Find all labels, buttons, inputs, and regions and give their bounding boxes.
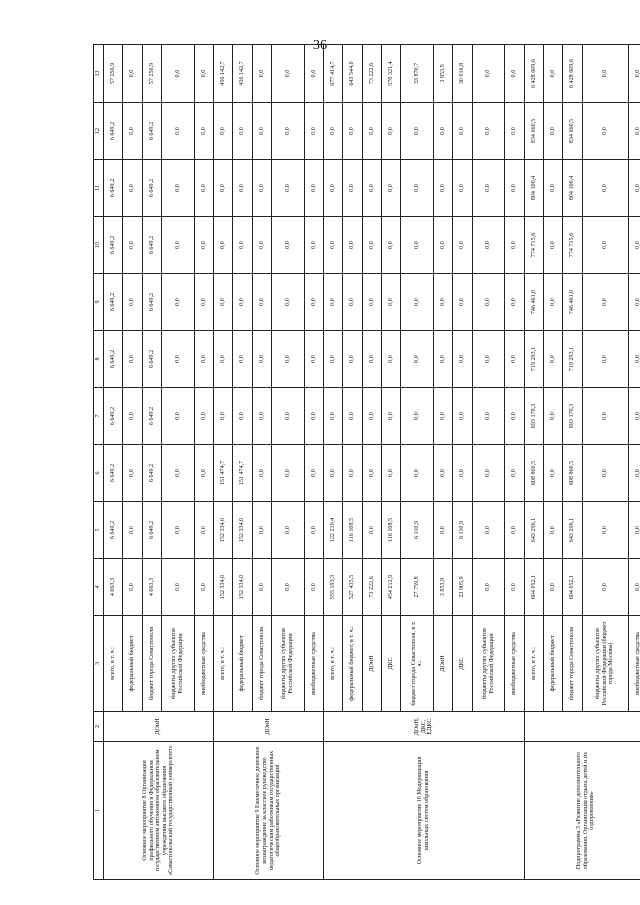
amount-cell: 643 296,1 [524, 502, 543, 559]
amount-cell: 6 649,2 [142, 331, 161, 388]
responsible-executor: ДОиН, ДКС, ЕДКС [324, 712, 525, 742]
amount-cell: 0,0 [304, 217, 323, 274]
amount-cell: 6 649,2 [104, 103, 123, 160]
amount-cell: 0,0 [194, 217, 213, 274]
column-number-header: 12 [94, 103, 104, 160]
amount-cell: 0,0 [233, 331, 252, 388]
amount-cell: 0,0 [362, 274, 381, 331]
funding-source: федеральный бюджет [123, 616, 142, 712]
amount-cell: 0,0 [123, 45, 142, 103]
amount-cell: 0,0 [505, 331, 524, 388]
amount-cell: 0,0 [544, 217, 563, 274]
amount-cell: 23 905,9 [453, 559, 472, 616]
amount-cell: 6 649,2 [142, 160, 161, 217]
amount-cell: 0,0 [304, 103, 323, 160]
amount-cell: 454 212,9 [382, 559, 401, 616]
amount-cell: 555 193,3 [324, 559, 343, 616]
amount-cell: 0,0 [472, 103, 505, 160]
amount-cell: 0,0 [252, 217, 271, 274]
funding-source: ДОиН [362, 616, 381, 712]
funding-source: всего, в т. ч.: [104, 616, 123, 712]
amount-cell: 30 016,8 [453, 45, 472, 103]
amount-cell: 0,0 [252, 160, 271, 217]
column-number-header: 1 [94, 742, 104, 880]
amount-cell: 527 435,5 [343, 559, 362, 616]
amount-cell: 0,0 [324, 274, 343, 331]
amount-cell: 0,0 [544, 103, 563, 160]
amount-cell: 0,0 [123, 445, 142, 502]
amount-cell: 0,0 [343, 160, 362, 217]
funding-source: федеральный бюджет [544, 616, 563, 712]
amount-cell: 152 334,0 [233, 559, 252, 616]
amount-cell: 0,0 [544, 331, 563, 388]
amount-cell: 116 108,5 [343, 502, 362, 559]
table-row [524, 45, 543, 880]
amount-cell: 33 870,7 [401, 45, 434, 103]
amount-cell: 0,0 [343, 331, 362, 388]
funding-source: бюджеты других субъектов Российской Федерации [272, 616, 305, 712]
amount-cell: 0,0 [434, 217, 453, 274]
amount-cell: 0,0 [304, 559, 323, 616]
column-number-header: 8 [94, 331, 104, 388]
table-row [104, 45, 123, 880]
amount-cell: 0,0 [304, 331, 323, 388]
amount-cell: 0,0 [582, 445, 628, 502]
column-number-header: 7 [94, 388, 104, 445]
amount-cell: 0,0 [628, 388, 640, 445]
amount-cell: 719 293,1 [524, 331, 543, 388]
amount-cell: 0,0 [505, 274, 524, 331]
amount-cell: 0,0 [123, 274, 142, 331]
amount-cell: 774 715,6 [563, 217, 582, 274]
amount-cell: 0,0 [362, 103, 381, 160]
amount-cell: 804 100,4 [563, 160, 582, 217]
amount-cell: 0,0 [582, 388, 628, 445]
amount-cell: 151 474,7 [233, 445, 252, 502]
amount-cell: 6 649,2 [104, 274, 123, 331]
amount-cell: 6 649,2 [104, 160, 123, 217]
amount-cell: 4 063,3 [104, 559, 123, 616]
amount-cell: 0,0 [434, 103, 453, 160]
amount-cell: 0,0 [472, 388, 505, 445]
amount-cell: 0,0 [362, 502, 381, 559]
amount-cell: 151 474,7 [214, 445, 233, 502]
amount-cell: 0,0 [272, 45, 305, 103]
amount-cell: 0,0 [343, 388, 362, 445]
amount-cell: 0,0 [362, 217, 381, 274]
amount-cell: 0,0 [401, 445, 434, 502]
amount-cell: 0,0 [382, 388, 401, 445]
column-number-header: 10 [94, 217, 104, 274]
amount-cell: 0,0 [343, 217, 362, 274]
amount-cell: 6 649,2 [142, 445, 161, 502]
amount-cell: 0,0 [505, 160, 524, 217]
amount-cell: 0,0 [401, 274, 434, 331]
amount-cell: 0,0 [453, 331, 472, 388]
amount-cell: 0,0 [582, 331, 628, 388]
amount-cell: 0,0 [582, 103, 628, 160]
amount-cell: 0,0 [194, 559, 213, 616]
amount-cell: 834 660,5 [563, 103, 582, 160]
amount-cell: 0,0 [162, 388, 195, 445]
amount-cell: 0,0 [544, 445, 563, 502]
funding-source: бюджет города Севастополя, в т. ч.: [401, 616, 434, 712]
amount-cell: 0,0 [123, 217, 142, 274]
header-row [94, 45, 104, 880]
amount-cell: 0,0 [362, 331, 381, 388]
column-number-header: 13 [94, 45, 104, 103]
amount-cell: 0,0 [628, 274, 640, 331]
amount-cell: 0,0 [362, 445, 381, 502]
amount-cell: 0,0 [162, 103, 195, 160]
amount-cell: 73 222,6 [362, 559, 381, 616]
amount-cell: 0,0 [162, 274, 195, 331]
amount-cell: 0,0 [272, 388, 305, 445]
amount-cell: 0,0 [382, 217, 401, 274]
funding-source: федеральный бюджет [233, 616, 252, 712]
amount-cell: 746 461,0 [524, 274, 543, 331]
amount-cell: 0,0 [628, 502, 640, 559]
column-number-header: 2 [94, 712, 104, 742]
amount-cell: 0,0 [472, 274, 505, 331]
amount-cell: 0,0 [628, 217, 640, 274]
amount-cell: 0,0 [382, 160, 401, 217]
table-row [214, 45, 233, 880]
amount-cell: 0,0 [162, 331, 195, 388]
rotated-table-container [93, 45, 640, 880]
funding-source: бюджет города Севастополя [252, 616, 271, 712]
amount-cell: 0,0 [162, 160, 195, 217]
funding-source: бюджет города Севастополя [563, 616, 582, 712]
amount-cell: 746 461,0 [563, 274, 582, 331]
amount-cell: 0,0 [434, 160, 453, 217]
amount-cell: 0,0 [324, 160, 343, 217]
amount-cell: 6 649,2 [142, 274, 161, 331]
amount-cell: 0,0 [304, 388, 323, 445]
amount-cell: 0,0 [123, 502, 142, 559]
amount-cell: 604 052,1 [563, 559, 582, 616]
amount-cell: 0,0 [304, 502, 323, 559]
amount-cell: 804 100,4 [524, 160, 543, 217]
amount-cell: 4 063,3 [142, 559, 161, 616]
amount-cell: 0,0 [252, 103, 271, 160]
funding-source: бюджеты других субъектов Российской Федерации [472, 616, 505, 712]
amount-cell: 0,0 [628, 445, 640, 502]
amount-cell: 0,0 [162, 502, 195, 559]
amount-cell: 0,0 [343, 274, 362, 331]
amount-cell: 0,0 [472, 217, 505, 274]
amount-cell: 0,0 [214, 331, 233, 388]
amount-cell: 608 860,5 [563, 445, 582, 502]
amount-cell: 0,0 [252, 388, 271, 445]
amount-cell: 0,0 [194, 160, 213, 217]
amount-cell: 0,0 [123, 331, 142, 388]
amount-cell: 0,0 [123, 559, 142, 616]
amount-cell: 693 170,3 [563, 388, 582, 445]
amount-cell: 0,0 [472, 502, 505, 559]
amount-cell: 0,0 [272, 331, 305, 388]
amount-cell: 0,0 [628, 45, 640, 103]
responsible-executor: ДОиН [214, 712, 324, 742]
amount-cell: 0,0 [304, 274, 323, 331]
amount-cell: 6 649,2 [142, 502, 161, 559]
amount-cell: 0,0 [505, 502, 524, 559]
column-number-header: 9 [94, 274, 104, 331]
amount-cell: 0,0 [505, 559, 524, 616]
amount-cell: 57 256,9 [142, 45, 161, 103]
amount-cell: 6 649,2 [142, 388, 161, 445]
amount-cell: 0,0 [324, 445, 343, 502]
amount-cell: 0,0 [628, 103, 640, 160]
amount-cell: 6 649,2 [142, 217, 161, 274]
responsible-executor [524, 712, 640, 742]
amount-cell: 0,0 [343, 445, 362, 502]
amount-cell: 0,0 [582, 274, 628, 331]
amount-cell: 152 334,0 [214, 502, 233, 559]
amount-cell: 0,0 [472, 445, 505, 502]
amount-cell: 0,0 [434, 445, 453, 502]
amount-cell: 0,0 [272, 274, 305, 331]
amount-cell: 774 715,6 [524, 217, 543, 274]
amount-cell: 0,0 [382, 445, 401, 502]
amount-cell: 604 052,1 [524, 559, 543, 616]
funding-source: внебюджетные средства [194, 616, 213, 712]
funding-source: бюджеты других субъектов Российской Федерации (бюджет города Москвы) [582, 616, 628, 712]
amount-cell: 0,0 [272, 217, 305, 274]
amount-cell: 0,0 [252, 45, 271, 103]
activity-description: Основное мероприятие 8 Организация профильного обучения в Федеральном государственном автономном образовательном учреждении высшего образования «Севастопольский государственный университет» [104, 742, 214, 880]
amount-cell: 0,0 [628, 160, 640, 217]
amount-cell: 0,0 [123, 103, 142, 160]
amount-cell: 0,0 [233, 274, 252, 331]
amount-cell: 643 296,1 [563, 502, 582, 559]
amount-cell: 0,0 [434, 331, 453, 388]
amount-cell: 0,0 [401, 103, 434, 160]
amount-cell: 0,0 [214, 103, 233, 160]
amount-cell: 0,0 [434, 502, 453, 559]
amount-cell: 6 110,9 [453, 502, 472, 559]
column-number-header: 11 [94, 160, 104, 217]
amount-cell: 0,0 [162, 559, 195, 616]
page-number: 36 [313, 38, 327, 53]
budget-table [93, 44, 640, 880]
funding-source: бюджеты других субъектов Российской Федерации [162, 616, 195, 712]
amount-cell: 73 222,6 [362, 45, 381, 103]
amount-cell: 0,0 [194, 445, 213, 502]
amount-cell: 0,0 [453, 388, 472, 445]
amount-cell: 0,0 [194, 331, 213, 388]
amount-cell: 0,0 [162, 217, 195, 274]
amount-cell: 0,0 [505, 103, 524, 160]
amount-cell: 0,0 [252, 559, 271, 616]
amount-cell: 0,0 [252, 502, 271, 559]
amount-cell: 0,0 [272, 160, 305, 217]
table-row [324, 45, 343, 880]
column-number-header: 4 [94, 559, 104, 616]
amount-cell: 0,0 [453, 217, 472, 274]
amount-cell: 0,0 [453, 160, 472, 217]
amount-cell: 0,0 [233, 388, 252, 445]
funding-source: ДКС [382, 616, 401, 712]
responsible-executor: ДОиН [104, 712, 214, 742]
amount-cell: 0,0 [582, 217, 628, 274]
amount-cell: 0,0 [194, 274, 213, 331]
amount-cell: 0,0 [272, 559, 305, 616]
amount-cell: 0,0 [252, 445, 271, 502]
amount-cell: 6 649,2 [104, 331, 123, 388]
amount-cell: 0,0 [252, 331, 271, 388]
amount-cell: 0,0 [505, 388, 524, 445]
amount-cell: 0,0 [472, 331, 505, 388]
amount-cell: 0,0 [544, 274, 563, 331]
amount-cell: 27 759,8 [401, 559, 434, 616]
funding-source: внебюджетные средства [505, 616, 524, 712]
activity-description: Подпрограмма 3 «Развитие дополнительного образования. Организация отдыха детей и их оздоровления» [524, 742, 640, 880]
amount-cell: 456 142,7 [214, 45, 233, 103]
amount-cell: 6 428 609,6 [524, 45, 543, 103]
amount-cell: 6 649,2 [104, 217, 123, 274]
amount-cell: 6 649,2 [104, 388, 123, 445]
amount-cell: 0,0 [233, 103, 252, 160]
amount-cell: 570 321,4 [382, 45, 401, 103]
amount-cell: 0,0 [453, 445, 472, 502]
amount-cell: 677 414,7 [324, 45, 343, 103]
amount-cell: 6 649,2 [104, 445, 123, 502]
amount-cell: 6 110,9 [401, 502, 434, 559]
column-number-header: 3 [94, 616, 104, 712]
amount-cell: 0,0 [233, 160, 252, 217]
funding-source: внебюджетные средства [304, 616, 323, 712]
amount-cell: 0,0 [582, 502, 628, 559]
funding-source: бюджет города Севастополя [142, 616, 161, 712]
funding-source: всего, в т. ч.: [214, 616, 233, 712]
amount-cell: 0,0 [505, 445, 524, 502]
amount-cell: 0,0 [582, 559, 628, 616]
column-number-header: 6 [94, 445, 104, 502]
funding-source: внебюджетные средства [628, 616, 640, 712]
amount-cell: 0,0 [362, 160, 381, 217]
amount-cell: 0,0 [582, 160, 628, 217]
amount-cell: 0,0 [582, 45, 628, 103]
amount-cell: 693 170,3 [524, 388, 543, 445]
amount-cell: 0,0 [252, 274, 271, 331]
amount-cell: 0,0 [343, 103, 362, 160]
funding-source: ДОиН [434, 616, 453, 712]
amount-cell: 0,0 [453, 103, 472, 160]
amount-cell: 0,0 [324, 103, 343, 160]
amount-cell: 0,0 [505, 217, 524, 274]
amount-cell: 0,0 [401, 160, 434, 217]
amount-cell: 0,0 [162, 45, 195, 103]
amount-cell: 0,0 [472, 45, 505, 103]
amount-cell: 0,0 [401, 217, 434, 274]
amount-cell: 0,0 [324, 217, 343, 274]
amount-cell: 3 853,9 [434, 559, 453, 616]
amount-cell: 0,0 [123, 160, 142, 217]
activity-description: Основное мероприятие 9 Ежемесячное денежное вознаграждение за классное руководство педагогическим работникам государственных общеобразовательных организаций [214, 742, 324, 880]
amount-cell: 0,0 [401, 331, 434, 388]
amount-cell: 456 142,7 [233, 45, 252, 103]
amount-cell: 0,0 [434, 388, 453, 445]
amount-cell: 0,0 [544, 502, 563, 559]
amount-cell: 0,0 [194, 502, 213, 559]
amount-cell: 0,0 [544, 160, 563, 217]
activity-description: Основное мероприятие 10 Модернизация школьных систем образования [324, 742, 525, 880]
amount-cell: 0,0 [194, 388, 213, 445]
amount-cell: 0,0 [472, 559, 505, 616]
amount-cell: 0,0 [272, 502, 305, 559]
amount-cell: 0,0 [544, 559, 563, 616]
amount-cell: 6 649,2 [104, 502, 123, 559]
amount-cell: 0,0 [324, 331, 343, 388]
amount-cell: 0,0 [362, 388, 381, 445]
funding-source: всего, в т. ч.: [324, 616, 343, 712]
amount-cell: 0,0 [214, 274, 233, 331]
amount-cell: 0,0 [162, 445, 195, 502]
amount-cell: 0,0 [123, 388, 142, 445]
amount-cell: 6 428 609,6 [563, 45, 582, 103]
amount-cell: 0,0 [453, 274, 472, 331]
amount-cell: 152 334,0 [233, 502, 252, 559]
amount-cell: 0,0 [214, 217, 233, 274]
amount-cell: 0,0 [304, 45, 323, 103]
amount-cell: 0,0 [194, 103, 213, 160]
amount-cell: 0,0 [382, 274, 401, 331]
amount-cell: 608 860,5 [524, 445, 543, 502]
amount-cell: 0,0 [505, 45, 524, 103]
amount-cell: 0,0 [214, 160, 233, 217]
amount-cell: 0,0 [272, 103, 305, 160]
amount-cell: 122 219,4 [324, 502, 343, 559]
amount-cell: 643 544,0 [343, 45, 362, 103]
amount-cell: 0,0 [434, 274, 453, 331]
amount-cell: 57 256,9 [104, 45, 123, 103]
amount-cell: 0,0 [194, 45, 213, 103]
amount-cell: 0,0 [324, 388, 343, 445]
amount-cell: 152 334,0 [214, 559, 233, 616]
amount-cell: 0,0 [544, 388, 563, 445]
funding-source: ДКС [453, 616, 472, 712]
amount-cell: 0,0 [401, 388, 434, 445]
amount-cell: 834 660,5 [524, 103, 543, 160]
amount-cell: 0,0 [628, 331, 640, 388]
amount-cell: 3 853,9 [434, 45, 453, 103]
amount-cell: 6 649,2 [142, 103, 161, 160]
amount-cell: 0,0 [214, 388, 233, 445]
amount-cell: 0,0 [304, 445, 323, 502]
amount-cell: 0,0 [472, 160, 505, 217]
amount-cell: 0,0 [304, 160, 323, 217]
amount-cell: 0,0 [628, 559, 640, 616]
column-number-header: 5 [94, 502, 104, 559]
amount-cell: 0,0 [233, 217, 252, 274]
amount-cell: 0,0 [382, 103, 401, 160]
amount-cell: 0,0 [382, 331, 401, 388]
amount-cell: 0,0 [544, 45, 563, 103]
funding-source: всего, в т. ч.: [524, 616, 543, 712]
amount-cell: 0,0 [272, 445, 305, 502]
funding-source: федеральный бюджет, в т. ч.: [343, 616, 362, 712]
amount-cell: 116 108,5 [382, 502, 401, 559]
amount-cell: 719 293,1 [563, 331, 582, 388]
